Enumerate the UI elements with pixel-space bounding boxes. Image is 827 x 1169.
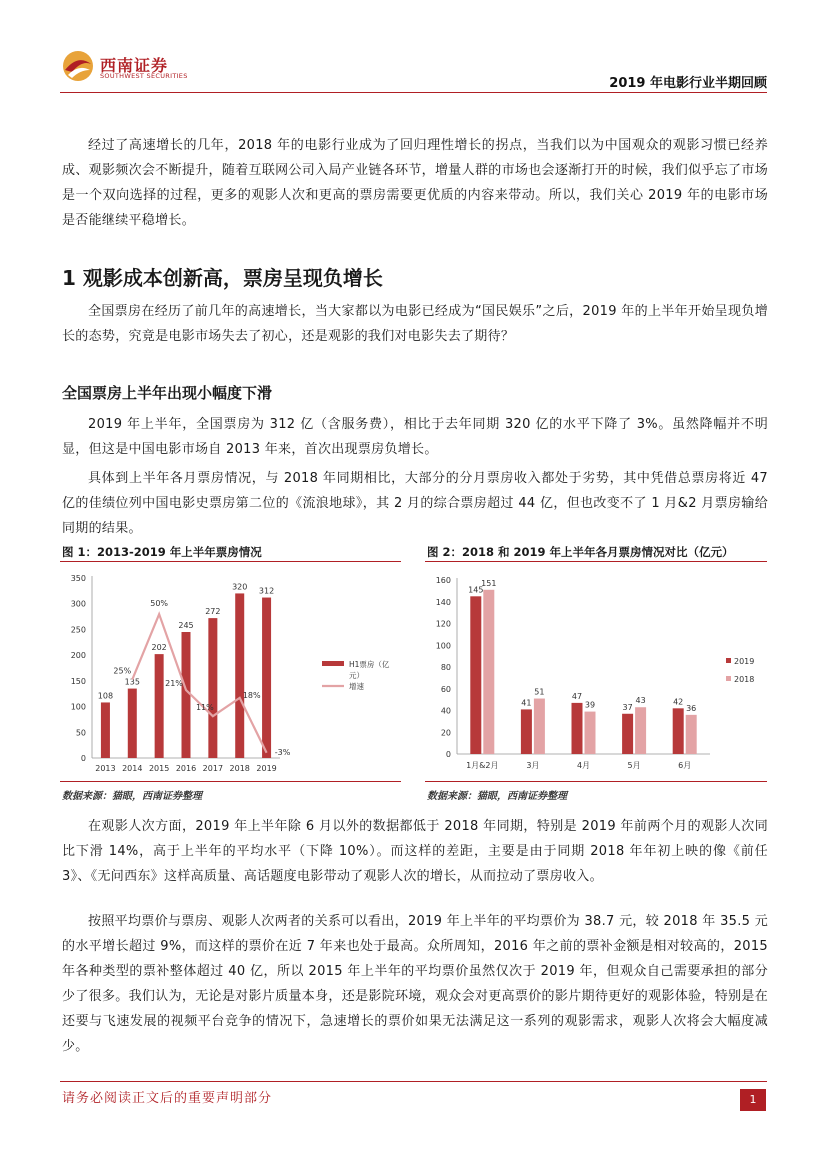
- chart1-bar: [235, 593, 244, 758]
- chart1-bar-label: 272: [205, 607, 221, 617]
- section-paragraph-3: 具体到上半年各月票房情况，与 2018 年同期相比，大部分的分月票房收入都处于劣势，其中凭借总票房将近 47 亿的佳绩位列中国电影史票房第二位的《流浪地球》，其 2 月的综合票房超过 44 亿，但也改变不了 1 月&2 月票房输给同期的结果。: [62, 471, 768, 536]
- chart2-y-tick-label: 120: [435, 619, 451, 629]
- chart1-legend-label-bar-cont: 元）: [349, 671, 364, 680]
- chart1-bar: [208, 618, 217, 758]
- chart2-bar-2019: [673, 708, 684, 754]
- chart2-bar-2019: [572, 703, 583, 754]
- chart1-y-tick-label: 200: [70, 651, 86, 661]
- chart1-y-tick-label: 0: [80, 754, 86, 763]
- chart2-bar-label: 51: [534, 687, 545, 697]
- chart1-bar-label: 202: [151, 643, 167, 653]
- chart1-bar: [101, 702, 110, 758]
- figure1-title: 图 1：2013-2019 年上半年票房情况: [62, 545, 262, 559]
- chart1-bar-label: 135: [124, 677, 140, 687]
- chart1-x-tick-label: 2017: [202, 764, 224, 773]
- chart1-y-tick-label: 250: [70, 625, 86, 635]
- figure2-bottom-rule: [425, 781, 767, 782]
- chart1-x-tick-label: 2018: [229, 764, 250, 773]
- chart1-growth-label: 50%: [150, 599, 169, 609]
- chart2-y-tick-label: 80: [440, 663, 451, 672]
- chart1-growth-label: 11%: [195, 703, 214, 713]
- chart1-bar-label: 245: [178, 621, 194, 630]
- chart2-bar-label: 145: [468, 585, 484, 595]
- chart1-bar-label: 320: [232, 582, 248, 592]
- chart1-legend-swatch-bar: [322, 661, 344, 666]
- chart2-y-tick-label: 0: [445, 750, 451, 759]
- chart1-y-tick-label: 150: [70, 676, 86, 686]
- chart1-growth-label: -3%: [274, 747, 291, 757]
- chart2-legend-label: 2019: [734, 657, 755, 666]
- chart1-x-tick-label: 2015: [148, 764, 170, 773]
- chart2-bar-2019: [521, 709, 532, 754]
- chart2-bar-2019: [622, 714, 633, 754]
- company-logo: [62, 50, 188, 86]
- report-title: 2019 年电影行业半期回顾: [609, 76, 767, 91]
- chart1-y-tick-label: 300: [70, 599, 86, 609]
- logo-english-name: SOUTHWEST SECURITIES: [100, 72, 188, 80]
- chart1-x-tick-label: 2019: [256, 764, 277, 773]
- chart2-legend-label: 2018: [734, 675, 755, 684]
- chart2-bar-2018: [635, 707, 646, 754]
- chart2-bar-2019: [470, 596, 481, 754]
- chart2-y-tick-label: 100: [435, 641, 451, 651]
- figure2-title: 图 2：2018 和 2019 年上半年各月票房情况对比（亿元）: [427, 545, 734, 559]
- intro-paragraph: 经过了高速增长的几年，2018 年的电影行业成为了回归理性增长的拐点，当我们以为中国观众的观影习惯已经养成、观影频次会不断提升，随着互联网公司入局产业链各环节，增量人群的市场也会逐渐打开的时候，我们似乎忘了市场是一个双向选择的过程，更多的观影人次和更高的票房需要更优质的内容来带动。所以，我们关心 2019 年的电影市场是否能继续平稳增长。: [62, 138, 768, 228]
- chart1-growth-label: 21%: [165, 679, 183, 688]
- chart2-bar-label: 41: [521, 698, 532, 708]
- chart2-bar-2018: [686, 715, 697, 754]
- chart2-legend-swatch: [726, 676, 731, 681]
- chart2-bar-label: 43: [635, 696, 646, 706]
- figure1-bottom-rule: [60, 781, 401, 782]
- chart1-legend-label-line: 增速: [349, 682, 364, 691]
- figure1-source: 数据来源：猫眼，西南证券整理: [62, 791, 202, 802]
- chart2-y-tick-label: 140: [435, 597, 451, 607]
- chart2-bar-label: 36: [686, 703, 697, 713]
- chart2-x-tick-label: 3月: [526, 761, 540, 770]
- header-divider: [60, 92, 767, 93]
- chart2-y-tick-label: 40: [440, 706, 451, 716]
- chart2-y-tick-label: 160: [435, 576, 451, 585]
- chart1-bar-label: 312: [258, 586, 275, 596]
- chart2-y-tick-label: 20: [440, 728, 451, 738]
- section-paragraph-1: 全国票房在经历了前几年的高速增长，当大家都以为电影已经成为“国民娱乐”之后，2019 年的上半年开始呈现负增长的态势，究竟是电影市场失去了初心，还是观影的我们对电影失去了期待？: [62, 304, 768, 344]
- section-heading: 1 观影成本创新高，票房呈现负增长: [62, 266, 383, 290]
- figure2-chart: [425, 562, 767, 780]
- chart2-bar-label: 47: [571, 691, 583, 701]
- chart2-bar-label: 42: [673, 697, 684, 707]
- section-paragraph-4: 在观影人次方面，2019 年上半年除 6 月以外的数据都低于 2018 年同期，特别是 2019 年前两个月的观影人次同比下滑 14%，高于上半年的平均水平（下降 10%）。而这样的差距，主要是由于同期 2018 年年初上映的像《前任 3》、《无问西东》这样高质量、高话题度电影带动了观影人次的增长，从而拉动了票房收入。: [62, 819, 768, 884]
- chart1-legend-label-bar: H1票房（亿: [349, 660, 390, 669]
- chart2-bar-label: 39: [584, 700, 596, 710]
- chart1-x-tick-label: 2016: [175, 764, 197, 773]
- chart2-bar-2018: [534, 699, 545, 754]
- figure2-source: 数据来源：猫眼，西南证券整理: [427, 791, 567, 802]
- chart2-bar-2018: [483, 590, 494, 754]
- footer-notice: 请务必阅读正文后的重要声明部分: [62, 1091, 273, 1106]
- chart2-bar-label: 37: [622, 702, 633, 712]
- chart1-y-tick-label: 350: [70, 574, 86, 583]
- chart1-bar-label: 108: [97, 691, 114, 701]
- page-number: 1: [740, 1089, 766, 1111]
- section-paragraph-2: 2019 年上半年，全国票房为 312 亿（含服务费），相比于去年同期 320 亿的水平下降了 3%。虽然降幅并不明显，但这是中国电影市场自 2013 年来，首次出现票房负增长。: [62, 417, 768, 457]
- subsection-heading: 全国票房上半年出现小幅度下滑: [62, 384, 273, 402]
- chart2-bar-2018: [585, 712, 596, 754]
- chart1-bar: [128, 689, 137, 758]
- chart1-bar: [182, 632, 191, 758]
- chart1-y-tick-label: 50: [75, 728, 86, 738]
- logo-chinese-name: 西南证券: [100, 56, 169, 75]
- chart1-growth-label: 25%: [113, 666, 132, 676]
- chart2-x-tick-label: 4月: [576, 761, 591, 770]
- chart2-x-tick-label: 1月&2月: [466, 761, 499, 770]
- chart2-x-tick-label: 6月: [678, 761, 692, 770]
- section-paragraph-5: 按照平均票价与票房、观影人次两者的关系可以看出，2019 年上半年的平均票价为 38.7 元，较 2018 年 35.5 元的水平增长超过 9%，而这样的票价在近 7 年来也处于最高。众所周知，2016 年之前的票补金额是相对较高的，2015 年各种类型的票补整体超过 40 亿，所以 2015 年上半年的平均票价虽然仅次于 2019 年，但观众自己需要承担的部分少了很多。我们认为，无论是对影片质量本身，还是影院环境，观众会对更高票价的影片期待更好的观影体验，特别是在还要与飞速发展的视频平台竞争的情况下，急速增长的票价如果无法满足这一系列的观影需求，观影人次将会大幅度减少。: [62, 914, 768, 1054]
- footer-divider: [60, 1081, 767, 1082]
- figure1-chart: [60, 562, 401, 780]
- chart1-bar: [262, 598, 271, 758]
- chart2-y-tick-label: 60: [440, 684, 451, 694]
- chart1-bar: [155, 654, 164, 758]
- chart1-y-tick-label: 100: [70, 702, 86, 712]
- logo-emblem-icon: [62, 50, 94, 82]
- chart2-legend-swatch: [726, 658, 731, 663]
- chart1-growth-label: 18%: [242, 690, 261, 700]
- chart1-x-tick-label: 2014: [122, 764, 143, 773]
- chart1-x-tick-label: 2013: [95, 764, 116, 773]
- chart2-x-tick-label: 5月: [627, 761, 641, 770]
- chart2-bar-label: 151: [481, 578, 497, 588]
